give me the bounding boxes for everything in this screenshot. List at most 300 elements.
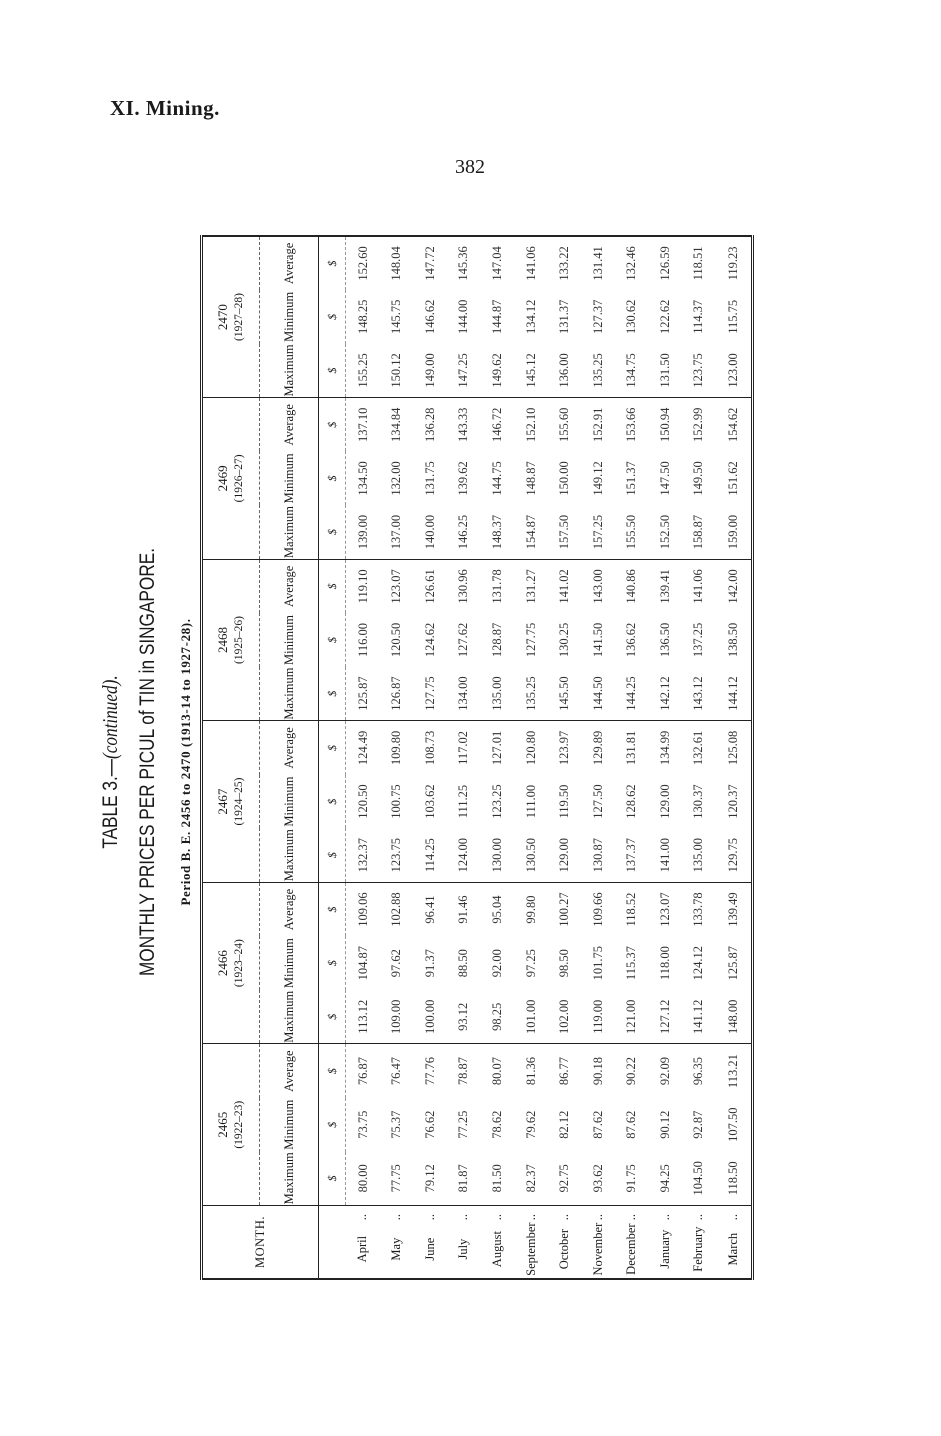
price-cell: 154.87 <box>514 505 548 559</box>
price-cell: 113.21 <box>725 1054 740 1089</box>
unit-symbol: $ <box>319 721 346 775</box>
rotated-table-block <box>98 212 758 1312</box>
price-cell: 139.49 <box>725 892 740 927</box>
leader-dots: .. <box>691 1214 706 1221</box>
price-cell: 136.50 <box>657 622 672 658</box>
year-header <box>202 559 260 721</box>
price-cell: 127.12 <box>648 990 682 1044</box>
price-cell: 92.00 <box>490 949 505 978</box>
column-header-minimum: Minimum <box>260 613 319 667</box>
price-cell: 91.37 <box>422 949 437 978</box>
month-label: March <box>725 1232 740 1266</box>
price-cell: 141.06 <box>691 569 706 604</box>
month-cell <box>648 1206 682 1280</box>
price-cell: 90.12 <box>657 1110 672 1139</box>
price-cell: 109.00 <box>380 990 414 1044</box>
column-header-minimum: Minimum <box>260 451 319 505</box>
year-label: 2468 <box>215 626 230 653</box>
price-cell: 97.25 <box>523 949 538 978</box>
price-cell: 123.25 <box>490 784 505 819</box>
column-header-maximum: Maximum <box>260 344 319 398</box>
price-cell: 152.60 <box>355 246 370 281</box>
price-cell: 104.50 <box>682 1152 716 1206</box>
price-cell: 140.00 <box>414 505 448 559</box>
price-cell: 127.62 <box>456 622 471 658</box>
price-cell: 82.37 <box>514 1152 548 1206</box>
leader-dots: .. <box>657 1214 672 1221</box>
price-cell: 130.96 <box>456 569 471 604</box>
price-cell: 151.62 <box>725 461 740 496</box>
price-cell: 129.00 <box>657 784 672 819</box>
page-number: 382 <box>455 156 485 178</box>
price-cell: 141.12 <box>682 990 716 1044</box>
unit-symbol: $ <box>319 667 346 721</box>
table-row <box>682 236 716 1279</box>
year-period: (1924–25) <box>233 777 245 826</box>
price-cell: 77.75 <box>380 1152 414 1206</box>
price-cell: 78.87 <box>456 1057 471 1086</box>
tin-price-table <box>200 235 754 1280</box>
month-label: July <box>456 1238 471 1260</box>
price-cell: 80.07 <box>490 1057 505 1086</box>
price-cell: 152.91 <box>590 407 605 442</box>
year-period: (1927–28) <box>233 293 245 342</box>
price-cell: 137.25 <box>691 622 706 658</box>
month-column-header: MONTH. <box>202 1206 319 1280</box>
table-row <box>648 236 682 1279</box>
price-cell: 131.78 <box>490 569 505 604</box>
price-cell: 144.75 <box>490 461 505 496</box>
unit-row <box>319 236 346 1279</box>
price-cell: 145.50 <box>548 667 582 721</box>
price-cell: 101.00 <box>514 990 548 1044</box>
price-cell: 134.50 <box>355 461 370 496</box>
unit-symbol: $ <box>319 559 346 613</box>
year-label: 2470 <box>215 304 230 331</box>
price-cell: 120.50 <box>389 622 404 658</box>
price-cell: 102.00 <box>548 990 582 1044</box>
unit-symbol: $ <box>319 1044 346 1098</box>
price-cell: 117.02 <box>456 730 471 765</box>
leader-dots: .. <box>590 1214 605 1221</box>
price-cell: 123.75 <box>380 828 414 882</box>
price-cell: 143.00 <box>590 569 605 604</box>
column-header-average: Average <box>260 398 319 452</box>
price-cell: 101.75 <box>590 945 605 981</box>
price-cell: 81.50 <box>481 1152 515 1206</box>
price-cell: 118.50 <box>715 1152 752 1206</box>
column-header-average: Average <box>260 236 319 290</box>
price-cell: 146.72 <box>490 407 505 442</box>
month-label: January <box>657 1229 672 1269</box>
price-cell: 93.62 <box>581 1152 615 1206</box>
price-cell: 113.12 <box>346 990 381 1044</box>
price-cell: 150.00 <box>557 461 572 496</box>
month-label: February <box>691 1226 706 1272</box>
year-label: 2469 <box>215 465 230 492</box>
price-cell: 99.80 <box>523 895 538 924</box>
price-cell: 119.50 <box>557 784 572 819</box>
year-label: 2466 <box>215 950 230 977</box>
price-cell: 125.87 <box>725 945 740 981</box>
price-cell: 136.62 <box>624 622 639 658</box>
price-cell: 124.49 <box>355 730 370 766</box>
month-cell <box>447 1206 481 1280</box>
price-cell: 96.41 <box>422 895 437 924</box>
price-cell: 158.87 <box>682 505 716 559</box>
price-cell: 77.76 <box>422 1057 437 1086</box>
column-header-maximum: Maximum <box>260 1152 319 1206</box>
price-cell: 147.72 <box>422 246 437 281</box>
price-cell: 134.99 <box>657 730 672 766</box>
unit-symbol: $ <box>319 236 346 290</box>
price-cell: 139.62 <box>456 461 471 496</box>
year-header <box>202 398 260 560</box>
table-row <box>715 236 752 1279</box>
price-cell: 151.37 <box>624 461 639 496</box>
price-cell: 81.36 <box>523 1057 538 1086</box>
price-cell: 135.00 <box>481 667 515 721</box>
price-cell: 135.00 <box>682 828 716 882</box>
price-cell: 102.88 <box>389 892 404 927</box>
price-cell: 134.00 <box>447 667 481 721</box>
month-label: May <box>389 1237 404 1261</box>
column-header-row <box>260 236 319 1279</box>
table-row <box>548 236 582 1279</box>
price-cell: 137.10 <box>355 407 370 442</box>
price-cell: 125.87 <box>346 667 381 721</box>
year-header <box>202 882 260 1044</box>
leader-dots: .. <box>456 1214 471 1221</box>
price-cell: 97.62 <box>389 949 404 978</box>
price-cell: 148.37 <box>481 505 515 559</box>
unit-symbol: $ <box>319 505 346 559</box>
price-cell: 132.37 <box>346 828 381 882</box>
price-cell: 123.97 <box>557 730 572 766</box>
price-cell: 94.25 <box>648 1152 682 1206</box>
unit-symbol: $ <box>319 1098 346 1152</box>
price-cell: 78.62 <box>490 1110 505 1139</box>
month-cell <box>514 1206 548 1280</box>
price-cell: 147.04 <box>490 246 505 281</box>
unit-symbol: $ <box>319 775 346 829</box>
leader-dots: .. <box>355 1214 370 1221</box>
price-cell: 130.50 <box>514 828 548 882</box>
price-cell: 152.50 <box>648 505 682 559</box>
leader-dots: .. <box>523 1214 538 1221</box>
price-cell: 120.80 <box>523 730 538 766</box>
price-cell: 135.25 <box>514 667 548 721</box>
price-cell: 135.25 <box>581 344 615 398</box>
price-cell: 150.94 <box>657 407 672 442</box>
price-cell: 76.87 <box>355 1057 370 1086</box>
price-cell: 129.75 <box>715 828 752 882</box>
column-header-minimum: Minimum <box>260 1098 319 1152</box>
price-cell: 139.41 <box>657 569 672 604</box>
price-cell: 124.62 <box>422 622 437 658</box>
price-cell: 130.00 <box>481 828 515 882</box>
price-cell: 100.00 <box>414 990 448 1044</box>
price-cell: 73.75 <box>355 1110 370 1139</box>
price-cell: 111.25 <box>456 784 471 819</box>
price-cell: 122.62 <box>657 299 672 335</box>
month-label: June <box>422 1237 437 1261</box>
price-cell: 76.62 <box>422 1110 437 1139</box>
price-cell: 91.75 <box>615 1152 649 1206</box>
price-cell: 155.25 <box>346 344 381 398</box>
column-header-maximum: Maximum <box>260 505 319 559</box>
month-label: November <box>590 1222 605 1276</box>
price-cell: 147.50 <box>657 461 672 496</box>
unit-symbol: $ <box>319 344 346 398</box>
price-cell: 123.07 <box>389 569 404 604</box>
price-cell: 129.89 <box>590 730 605 766</box>
price-cell: 98.25 <box>481 990 515 1044</box>
price-cell: 155.50 <box>615 505 649 559</box>
price-cell: 149.62 <box>481 344 515 398</box>
price-cell: 92.09 <box>657 1057 672 1086</box>
leader-dots: .. <box>490 1214 505 1221</box>
leader-dots: .. <box>624 1214 639 1221</box>
price-cell: 125.08 <box>725 730 740 766</box>
month-cell <box>581 1206 615 1280</box>
price-cell: 148.87 <box>523 461 538 496</box>
price-cell: 123.00 <box>715 344 752 398</box>
price-cell: 131.37 <box>557 299 572 335</box>
price-cell: 131.75 <box>422 461 437 496</box>
leader-dots: .. <box>557 1214 572 1221</box>
month-cell <box>682 1206 716 1280</box>
month-cell <box>414 1206 448 1280</box>
price-cell: 92.75 <box>548 1152 582 1206</box>
price-cell: 124.12 <box>691 945 706 981</box>
price-cell: 149.12 <box>590 461 605 496</box>
price-cell: 121.00 <box>615 990 649 1044</box>
month-cell <box>481 1206 515 1280</box>
table-row <box>447 236 481 1279</box>
price-cell: 150.12 <box>380 344 414 398</box>
price-cell: 143.33 <box>456 407 471 442</box>
price-cell: 130.37 <box>691 784 706 819</box>
unit-symbol: $ <box>319 398 346 452</box>
column-header-average: Average <box>260 721 319 775</box>
price-cell: 82.12 <box>557 1110 572 1139</box>
price-cell: 133.78 <box>691 892 706 927</box>
price-cell: 119.23 <box>725 246 740 281</box>
price-cell: 130.25 <box>557 622 572 658</box>
price-cell: 92.87 <box>691 1110 706 1139</box>
price-cell: 104.87 <box>355 945 370 981</box>
price-cell: 79.12 <box>414 1152 448 1206</box>
price-cell: 91.46 <box>456 895 471 924</box>
price-cell: 159.00 <box>715 505 752 559</box>
table-row <box>481 236 515 1279</box>
price-cell: 137.37 <box>615 828 649 882</box>
table-row <box>581 236 615 1279</box>
price-cell: 87.62 <box>590 1110 605 1139</box>
year-period: (1923–24) <box>233 939 245 988</box>
column-header-minimum: Minimum <box>260 936 319 990</box>
price-cell: 138.50 <box>725 622 740 658</box>
price-cell: 119.10 <box>355 569 370 604</box>
price-cell: 145.36 <box>456 246 471 281</box>
price-cell: 96.35 <box>691 1057 706 1086</box>
price-cell: 154.62 <box>725 407 740 442</box>
price-cell: 107.50 <box>725 1107 740 1142</box>
price-cell: 128.62 <box>624 784 639 819</box>
price-cell: 115.37 <box>624 946 639 981</box>
price-cell: 90.22 <box>624 1057 639 1086</box>
column-header-average: Average <box>260 559 319 613</box>
price-cell: 131.81 <box>624 730 639 766</box>
price-cell: 127.75 <box>523 622 538 658</box>
price-cell: 127.50 <box>590 784 605 819</box>
price-cell: 130.62 <box>624 299 639 335</box>
price-cell: 141.06 <box>523 246 538 281</box>
price-cell: 145.75 <box>389 299 404 335</box>
price-cell: 141.50 <box>590 622 605 658</box>
price-cell: 120.37 <box>725 784 740 819</box>
price-cell: 80.00 <box>346 1152 381 1206</box>
price-cell: 124.00 <box>447 828 481 882</box>
price-cell: 77.25 <box>456 1110 471 1139</box>
price-cell: 147.25 <box>447 344 481 398</box>
price-cell: 118.00 <box>657 946 672 981</box>
price-cell: 109.80 <box>389 730 404 766</box>
leader-dots: .. <box>389 1214 404 1221</box>
price-cell: 149.00 <box>414 344 448 398</box>
unit-symbol: $ <box>319 451 346 505</box>
price-cell: 120.50 <box>355 784 370 819</box>
unit-symbol: $ <box>319 936 346 990</box>
price-cell: 129.00 <box>548 828 582 882</box>
price-cell: 100.27 <box>557 892 572 927</box>
unit-symbol: $ <box>319 882 346 936</box>
price-cell: 118.51 <box>691 246 706 281</box>
price-cell: 103.62 <box>422 784 437 819</box>
year-period: (1925–26) <box>233 616 245 664</box>
price-cell: 114.25 <box>414 828 448 882</box>
price-cell: 141.02 <box>557 569 572 604</box>
price-cell: 95.04 <box>490 895 505 924</box>
price-cell: 136.00 <box>548 344 582 398</box>
price-cell: 144.12 <box>715 667 752 721</box>
price-cell: 142.00 <box>725 569 740 604</box>
month-cell <box>715 1206 752 1280</box>
unit-row-spacer <box>319 1206 346 1280</box>
price-cell: 109.06 <box>355 892 370 927</box>
price-cell: 116.00 <box>355 623 370 657</box>
price-cell: 115.75 <box>725 299 740 334</box>
month-label: December <box>624 1223 639 1275</box>
price-cell: 145.12 <box>514 344 548 398</box>
unit-symbol: $ <box>319 828 346 882</box>
table-period: Period B. E. 2456 to 2470 (1913-14 to 1927-28). <box>178 618 193 906</box>
price-cell: 144.87 <box>490 299 505 335</box>
price-cell: 134.84 <box>389 407 404 442</box>
table-body <box>319 236 753 1279</box>
year-header <box>202 1044 260 1206</box>
price-cell: 157.25 <box>581 505 615 559</box>
price-cell: 148.25 <box>355 299 370 335</box>
price-cell: 143.12 <box>682 667 716 721</box>
price-cell: 140.86 <box>624 569 639 604</box>
price-cell: 139.00 <box>346 505 381 559</box>
price-cell: 79.62 <box>523 1110 538 1139</box>
price-cell: 118.52 <box>624 892 639 927</box>
price-cell: 123.75 <box>682 344 716 398</box>
price-cell: 142.12 <box>648 667 682 721</box>
price-cell: 100.75 <box>389 784 404 819</box>
price-cell: 146.62 <box>422 299 437 335</box>
price-cell: 93.12 <box>447 990 481 1044</box>
price-cell: 144.00 <box>456 299 471 335</box>
price-cell: 130.87 <box>581 828 615 882</box>
price-cell: 90.18 <box>590 1057 605 1086</box>
price-cell: 131.27 <box>523 569 538 604</box>
price-cell: 144.25 <box>615 667 649 721</box>
price-cell: 152.99 <box>691 407 706 442</box>
price-cell: 136.28 <box>422 407 437 442</box>
price-cell: 126.87 <box>380 667 414 721</box>
price-cell: 157.50 <box>548 505 582 559</box>
price-cell: 144.50 <box>581 667 615 721</box>
price-cell: 148.00 <box>715 990 752 1044</box>
column-header-maximum: Maximum <box>260 667 319 721</box>
leader-dots: .. <box>422 1214 437 1221</box>
unit-symbol: $ <box>319 1152 346 1206</box>
month-cell <box>380 1206 414 1280</box>
month-cell <box>615 1206 649 1280</box>
price-cell: 108.73 <box>422 730 437 766</box>
price-cell: 109.66 <box>590 892 605 927</box>
column-header-maximum: Maximum <box>260 828 319 882</box>
price-cell: 141.00 <box>648 828 682 882</box>
year-header <box>202 236 260 398</box>
table-row <box>414 236 448 1279</box>
price-cell: 134.12 <box>523 299 538 335</box>
table-caption-continued: (continued). <box>98 675 122 760</box>
column-header-average: Average <box>260 1044 319 1098</box>
month-label: April <box>355 1235 370 1263</box>
price-cell: 114.37 <box>691 299 706 334</box>
year-header-row <box>202 236 260 1279</box>
price-cell: 153.66 <box>624 407 639 442</box>
price-cell: 137.00 <box>380 505 414 559</box>
column-header-minimum: Minimum <box>260 775 319 829</box>
month-cell <box>548 1206 582 1280</box>
price-cell: 132.46 <box>624 246 639 281</box>
price-cell: 132.00 <box>389 461 404 496</box>
price-cell: 86.77 <box>557 1057 572 1086</box>
price-cell: 126.61 <box>422 569 437 604</box>
price-cell: 75.37 <box>389 1110 404 1139</box>
year-period: (1922–23) <box>233 1100 245 1149</box>
price-cell: 127.75 <box>414 667 448 721</box>
column-header-average: Average <box>260 882 319 936</box>
table-caption <box>98 311 123 1213</box>
unit-symbol: $ <box>319 613 346 667</box>
price-cell: 133.22 <box>557 246 572 281</box>
price-cell: 149.50 <box>691 461 706 496</box>
price-cell: 128.87 <box>490 622 505 658</box>
price-cell: 127.37 <box>590 299 605 335</box>
leader-dots: .. <box>725 1214 740 1221</box>
price-cell: 155.60 <box>557 407 572 442</box>
month-label: August <box>490 1231 505 1268</box>
price-cell: 123.07 <box>657 892 672 927</box>
column-header-maximum: Maximum <box>260 990 319 1044</box>
